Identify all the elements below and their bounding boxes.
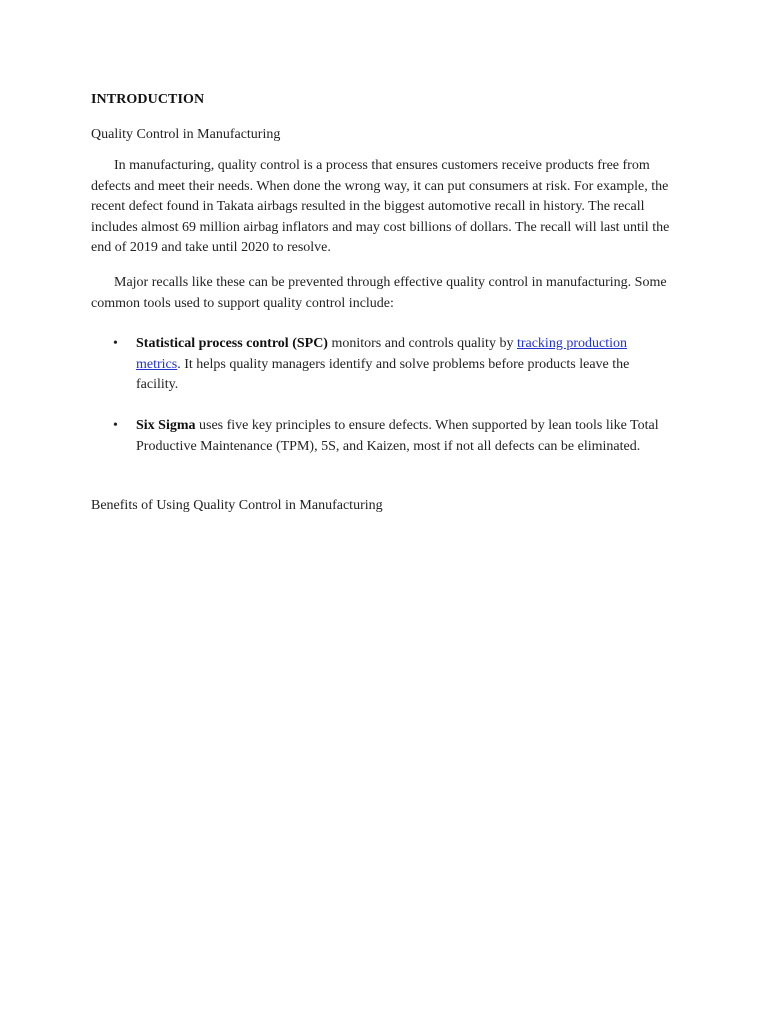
bullet-term-spc: Statistical process control (SPC) <box>136 336 328 351</box>
section-subheading: Quality Control in Manufacturing <box>91 127 281 142</box>
paragraph-intro: In manufacturing, quality control is a process that ensures customers receive products free from defects and meet their needs. When done the wrong way, it can put consumers at risk. For example, the recent defect found in Takata airbags resulted in the biggest automotive recall in history. The recall includes almost 69 million airbag inflators and may cost billions of dollars. The recall will last until the end of 2019 and take until 2020 to resolve. <box>91 158 670 255</box>
bullet-text-spc-after: . It helps quality managers identify and solve problems before products leave the facility. <box>136 356 630 392</box>
paragraph-recalls: Major recalls like these can be prevented through effective quality control in manufacturing. Some common tools used to support quality control include: <box>91 275 667 311</box>
page-heading: INTRODUCTION <box>91 92 205 107</box>
list-item <box>91 334 671 396</box>
bullet-text-spc-before: monitors and controls quality by <box>327 336 517 351</box>
bullet-list-six-sigma <box>91 416 671 457</box>
bullet-term-six-sigma: Six Sigma <box>136 418 196 433</box>
benefits-heading: Benefits of Using Quality Control in Manufacturing <box>91 498 383 513</box>
bullet-text-six-sigma: uses five key principles to ensure defects. When supported by lean tools like Total Productive Maintenance (TPM), 5S, and Kaizen, most if not all defects can be eliminated. <box>136 418 659 454</box>
tracking-metrics-link[interactable]: tracking production metrics <box>136 336 627 372</box>
list-item <box>91 416 671 457</box>
bullet-icon: • <box>113 336 118 351</box>
bullet-icon: • <box>113 418 118 433</box>
bullet-list-spc <box>91 334 671 396</box>
